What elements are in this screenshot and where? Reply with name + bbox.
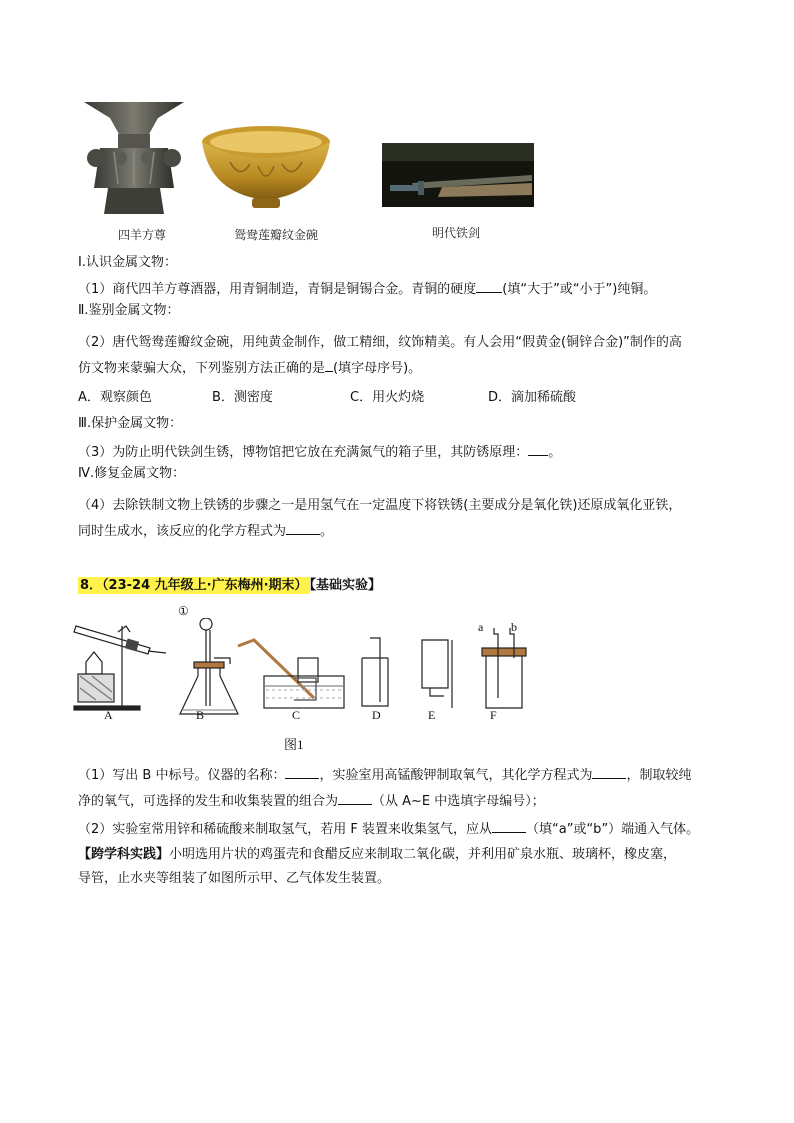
answer-blank[interactable] — [338, 792, 372, 805]
question-8-tag: 【基础实验】 — [309, 578, 382, 593]
figure-1-apparatus — [70, 618, 530, 722]
question-8-header — [78, 577, 381, 595]
photo-gold-bowl — [200, 124, 332, 214]
section-2-title: Ⅱ.鉴别金属文物： — [78, 303, 180, 318]
question-4-line1: （4）去除铁制文物上铁锈的步骤之一是用氢气在一定温度下将铁锈(主要成分是氧化铁)还原成氧化亚铁， — [78, 498, 682, 513]
q8-part1-line1: （1）写出 B 中标号。仪器的名称： ，实验室用高锰酸钾制取氧气，其化学方程式为 ，制取较纯 — [78, 768, 692, 783]
apparatus-a — [74, 626, 166, 710]
option-b[interactable]: B．测密度 — [212, 390, 273, 405]
answer-blank[interactable] — [492, 820, 526, 833]
question-8-source: 8．（23-24 九年级上·广东梅州·期末） — [80, 578, 308, 593]
q8-cross-line2: 导管，止水夹等组装了如图所示甲、乙气体发生装置。 — [78, 871, 391, 886]
answer-blank[interactable] — [592, 766, 626, 779]
apparatus-d — [362, 638, 388, 706]
photo-iron-sword — [382, 143, 534, 207]
answer-blank[interactable] — [476, 280, 502, 293]
label-b: B — [196, 708, 205, 722]
question-2-line1: （2）唐代鸳鸯莲瓣纹金碗，用纯黄金制作，做工精细，纹饰精美。有人会用“假黄金(铜锌合金)”制作的高 — [78, 335, 682, 350]
q8-part2: （2）实验室常用锌和稀硫酸来制取氢气，若用 F 装置来收集氢气，应从 （填“a”或“b”）端通入气体。 — [78, 822, 700, 837]
figure-caption: 图1 — [284, 737, 304, 752]
option-c[interactable]: C．用火灼烧 — [350, 390, 425, 405]
apparatus-f — [482, 628, 526, 708]
answer-blank[interactable] — [285, 766, 319, 779]
mark-b: b — [511, 620, 517, 634]
mark-a: a — [478, 620, 484, 634]
apparatus-b — [180, 618, 238, 714]
apparatus-e — [422, 640, 452, 708]
question-4-line2: 同时生成水，该反应的化学方程式为 。 — [78, 524, 334, 539]
option-a[interactable]: A．观察颜色 — [78, 390, 152, 405]
apparatus-c — [238, 640, 344, 708]
section-1-title: Ⅰ.认识金属文物： — [78, 255, 177, 270]
caption-iron-sword: 明代铁剑 — [432, 226, 481, 240]
label-e: E — [428, 708, 436, 722]
q8-part1-line2: 净的氧气，可选择的发生和收集装置的组合为 （从 A~E 中选填字母编号）； — [78, 794, 545, 809]
section-4-title: Ⅳ.修复金属文物： — [78, 466, 186, 481]
q8-cross-line1: 【跨学科实践】小明选用片状的鸡蛋壳和食醋反应来制取二氧化碳，并利用矿泉水瓶、玻璃杯，橡皮塞， — [78, 847, 677, 862]
caption-four-goat: 四羊方尊 — [118, 228, 167, 242]
question-2-line2: 仿文物来蒙骗大众，下列鉴别方法正确的是 (填字母序号)。 — [78, 361, 422, 376]
question-3: （3）为防止明代铁剑生锈，博物馆把它放在充满氮气的箱子里，其防锈原理： 。 — [78, 445, 562, 460]
question-1: （1）商代四羊方尊酒器，用青铜制造，青铜是铜锡合金。青铜的硬度 (填“大于”或“小于”)纯铜。 — [78, 282, 657, 297]
mark-circle-1: ① — [178, 604, 189, 618]
caption-gold-bowl: 鸳鸯莲瓣纹金碗 — [234, 228, 319, 242]
label-d: D — [372, 708, 381, 722]
label-a: A — [104, 708, 113, 722]
label-f: F — [490, 708, 497, 722]
label-c: C — [292, 708, 301, 722]
section-3-title: Ⅲ.保护金属文物： — [78, 416, 183, 431]
answer-blank[interactable] — [528, 443, 548, 456]
answer-blank[interactable] — [325, 359, 333, 372]
option-d[interactable]: D．滴加稀硫酸 — [488, 390, 577, 405]
photo-four-goat-zun — [78, 96, 190, 220]
answer-blank[interactable] — [286, 522, 320, 535]
